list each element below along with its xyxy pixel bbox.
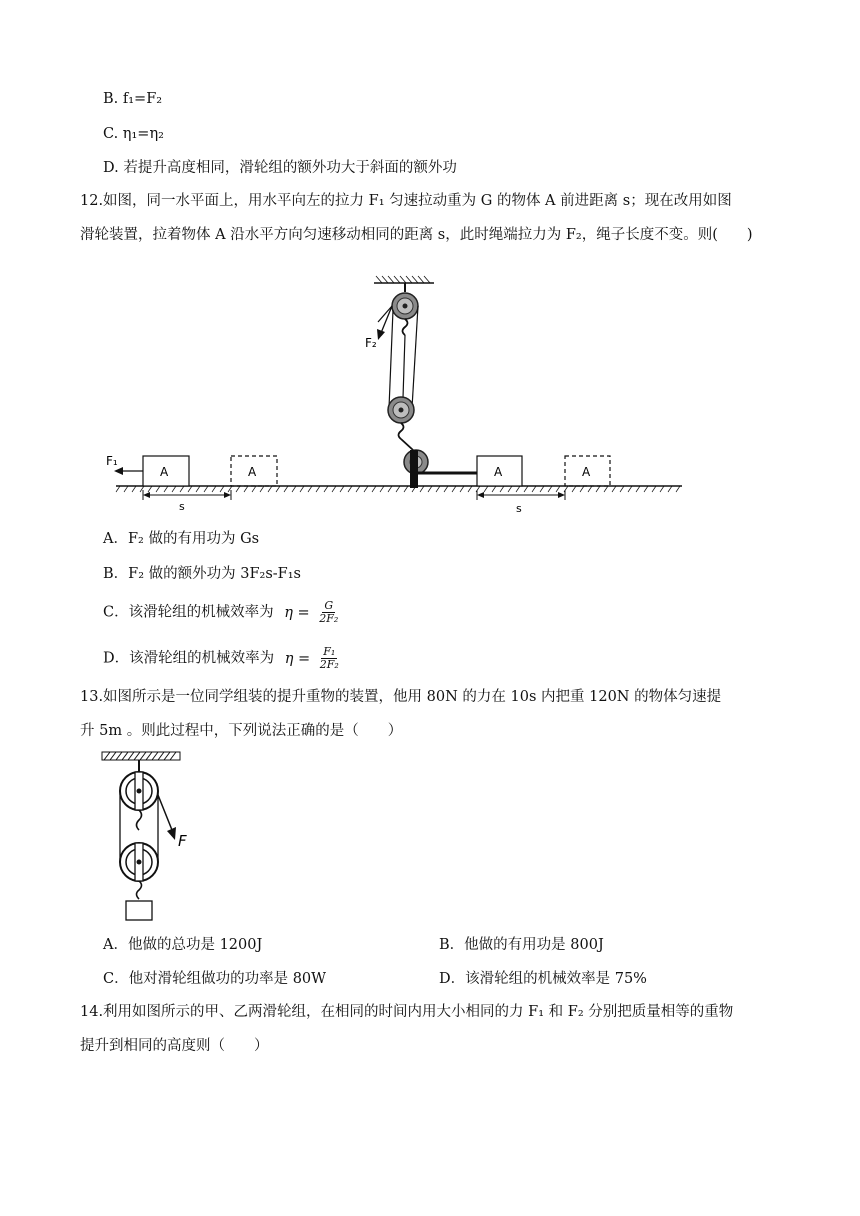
q13-option-b: B．他做的有用功是 800J [439,937,604,953]
q12-option-c-denominator: 2F₂ [319,612,339,625]
svg-text:A: A [582,465,591,479]
q13-stem-line2: 升 5m 。则此过程中，下列说法正确的是（ ） [80,723,403,739]
q12-stem-line1: 12.如图，同一水平面上，用水平向左的拉力 F₁ 匀速拉动重为 G 的物体 A 前进距离 s；现在改用如图 [80,193,732,209]
q12-option-d-denominator: 2F₂ [319,658,339,671]
q13-option-a: A．他做的总功是 1200J [103,937,263,953]
q13-ceiling [102,752,180,760]
svg-text:A: A [248,465,257,479]
q12-option-c-text: C．该滑轮组的机械效率为 [103,604,274,621]
q12-label-f2: F₂ [365,336,377,350]
q13-weight [126,901,152,920]
q13-option-d: D．该滑轮组的机械效率是 75% [439,971,647,987]
q13-option-c: C．他对滑轮组做功的功率是 80W [103,971,327,987]
q11-option-c: C. η₁=η₂ [103,126,164,142]
svg-text:A: A [160,465,169,479]
svg-text:s: s [179,500,185,513]
q13-fixed-pulley [120,760,158,830]
q12-option-a: A．F₂ 做的有用功为 Gs [103,531,260,547]
q13-f-arrow [158,795,187,850]
q12-label-f1: F₁ [106,454,118,468]
svg-text:A: A [494,465,503,479]
q12-option-d-numerator: F₁ [323,645,336,658]
q12-option-c-numerator: G [324,599,334,612]
q11-option-b: B. f₁=F₂ [103,91,163,107]
q13-moving-pulley [120,843,158,899]
q12-stem-line2: 滑轮装置，拉着物体 A 沿水平方向匀速移动相同的距离 s，此时绳端拉力为 F₂，绳子长度不变。则( ) [80,227,753,243]
q14-stem-line1: 14.利用如图所示的甲、乙两滑轮组，在相同的时间内用大小相同的力 F₁ 和 F₂ 分别把质量相等的重物 [80,1004,734,1020]
q14-stem-line2: 提升到相同的高度则（ ） [80,1038,269,1054]
q12-option-b: B．F₂ 做的额外功为 3F₂s-F₁s [103,566,302,582]
q11-option-d: D. 若提升高度相同，滑轮组的额外功大于斜面的额外功 [103,160,457,176]
q12-option-c-eta: η = [284,604,310,621]
q12-option-d-text: D．该滑轮组的机械效率为 [103,650,275,667]
q13-stem-line1: 13.如图所示是一位同学组装的提升重物的装置，他用 80N 的力在 10s 内把重 120N 的物体匀速提 [80,689,722,705]
q13-label-f: F [178,832,187,850]
q12-option-d-eta: η = [284,650,311,667]
svg-text:s: s [516,502,522,515]
